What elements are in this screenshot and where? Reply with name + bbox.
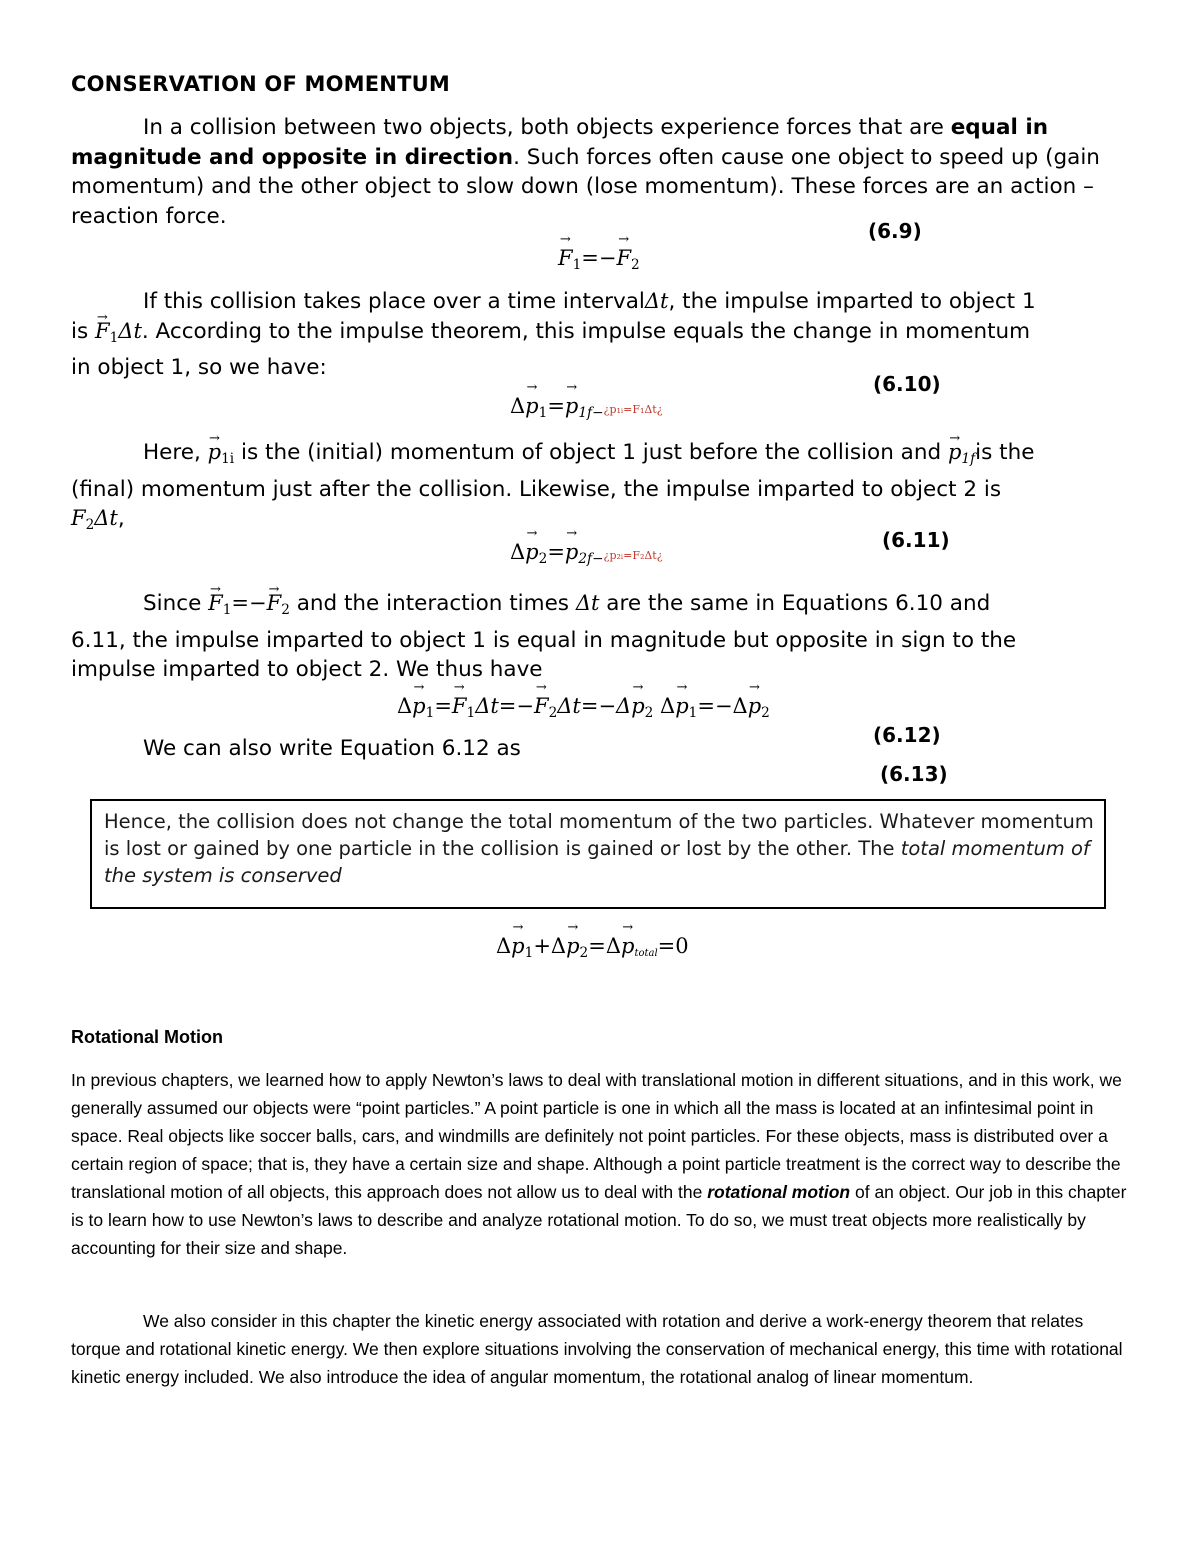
paragraph-rotational-kinetic-energy: We also consider in this chapter the kinetic energy associated with rotation and derive a work-energy theorem that relates torque and rotational kinetic energy. We then explore situations involving the conservation of mechanical energy, this time with rotational kinetic energy included. We also introduce the idea of angular momentum, the rotational analog of linear momentum. <box>71 1311 1123 1387</box>
equation-6-11: $\Delta\to p_2=\to$ $p_{2f-}¿p_2ᵢ=F_2\Delta t¿$ <box>510 540 663 567</box>
emphasis-rotational-motion: rotational motion <box>707 1182 851 1202</box>
conservation-callout-text: Hence, the collision does not change the total momentum of the two particles. Whatever momentum is lost or gained by one particle in the collision is gained or lost by the other. The total momentum of the system is conserved <box>104 810 1094 887</box>
paragraph-write-equation: We can also write Equation 6.12 as <box>143 736 521 761</box>
equation-number-6-10: (6.10) <box>873 372 941 396</box>
emphasis-equal-opposite: equal in magnitude and opposite in direction <box>71 115 1049 170</box>
paragraph-rotational-intro: In previous chapters, we learned how to apply Newton’s laws to deal with translational motion in different situations, and in this work, we generally assumed our objects were “point particles.” A point particle is one in which all the mass is located at an infintesimal point in space. Real objects like soccer balls, cars, and windmills are definitely not point particles. For these objects, mass is distributed over a certain region of space; that is, they have a certain size and shape. Although a point particle treatment is the correct way to describe the translational motion of all objects, this approach does not allow us to deal with the rotational motion of an object. Our job in this chapter is to learn how to use Newton’s laws to describe and analyze rotational motion. To do so, we must treat objects more realistically by accounting for their size and shape. <box>71 1070 1127 1258</box>
equation-6-10: $\Delta\to p_1=\to$ $p_{1f-}¿p_1ᵢ=F_1\Delta t¿$ <box>510 394 663 421</box>
page-title: CONSERVATION OF MOMENTUM <box>71 72 450 96</box>
paragraph-impulse: If this collision takes place over a time intervalΔt, the impulse imparted to object 1 is → $F_1\Delta t$. According to the impulse theorem, this impulse equals the change in momentum in object 1, so we have: <box>71 287 1131 383</box>
equation-number-6-13: (6.13) <box>880 762 948 786</box>
section-heading-rotational-motion: Rotational Motion <box>71 1027 223 1047</box>
paragraph-initial-final: Here, → $p_{1i}$ is the (initial) momentum of object 1 just before the collision and → $p_{1f}is$ the (final) momentum just after the collision. Likewise, the impulse imparted to object 2 is $F_2\Delta t$, <box>71 438 1131 541</box>
equation-number-6-9: (6.9) <box>868 219 922 243</box>
equation-6-9: → $F_1=-\to F_2$ <box>558 246 640 273</box>
equation-total-momentum: $\Delta\to p_1+\Delta\to p_2=\Delta\to p_{total}=0$ <box>496 934 689 961</box>
equation-number-6-12: (6.12) <box>873 723 941 747</box>
paragraph-since: Since → $F_1=-\to F_2$ and the interaction times Δt are the same in Equations 6.10 and 6.11, the impulse imparted to object 1 is equal in magnitude but opposite in sign to the impulse imparted to object 2. We thus have <box>71 589 1131 685</box>
equation-number-6-11: (6.11) <box>882 528 950 552</box>
paragraph-collision-forces: In a collision between two objects, both objects experience forces that are equal in magnitude and opposite in direction. Such forces often cause one object to speed up (gain momentum) and the other object to slow down (lose momentum). These forces are an action – reaction force. <box>71 115 1100 229</box>
equation-6-12: $\Delta\to p_1=\to F_1\Delta t=-\to F_2\Delta t=-\Delta\to p_2$ $\Delta\to p_1=-\Delta\to p_2$ <box>397 694 770 721</box>
